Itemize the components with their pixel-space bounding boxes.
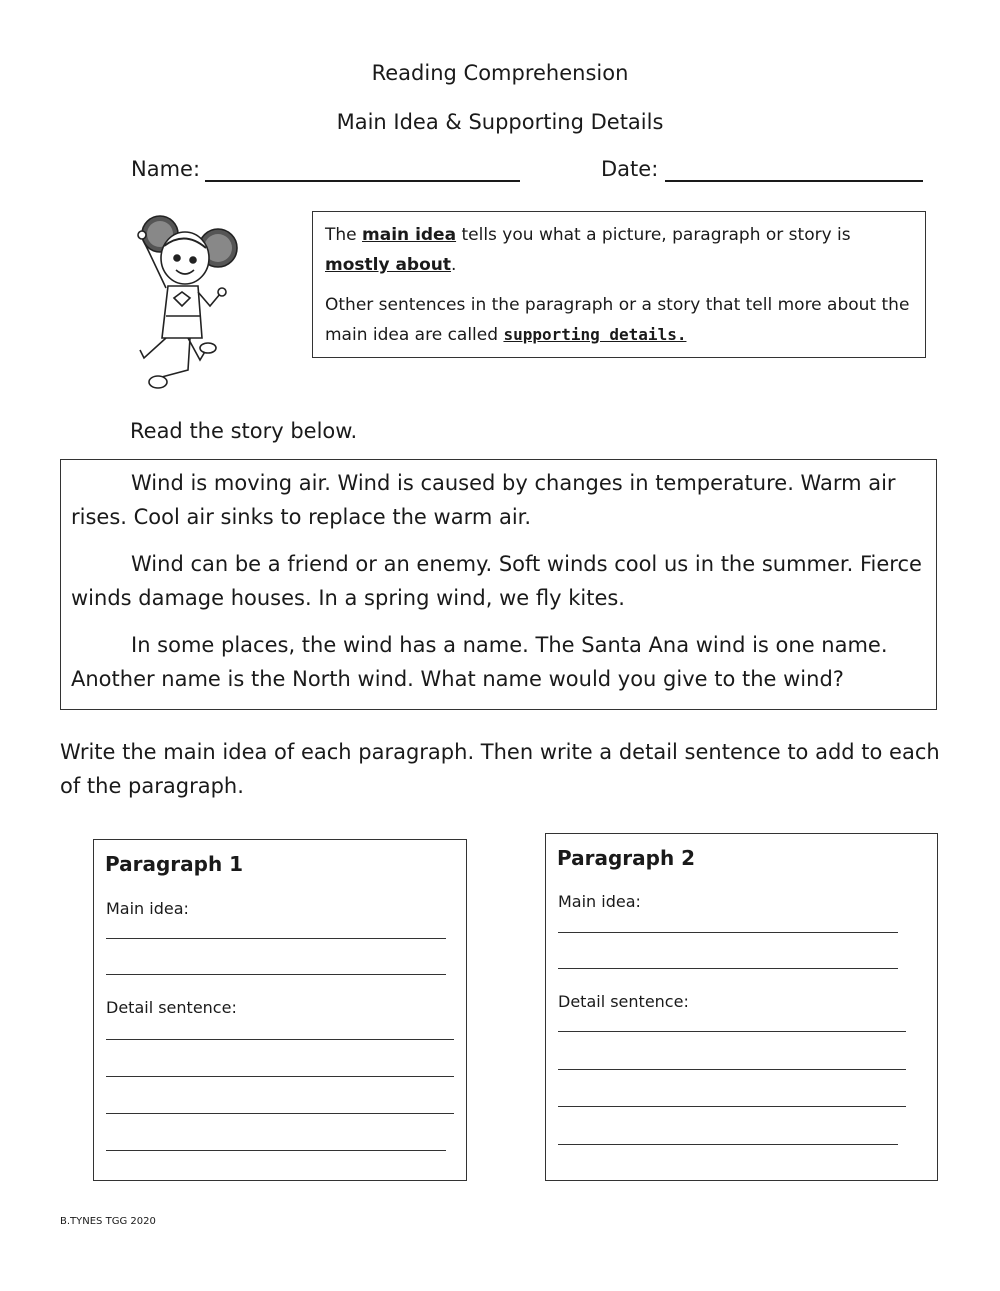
definition-main-idea: The main idea tells you what a picture, paragraph or story is mostly about.	[325, 225, 851, 275]
page-subtitle: Main Idea & Supporting Details	[336, 110, 664, 134]
date-field[interactable]	[665, 180, 923, 182]
paragraph-2-heading: Paragraph 2	[557, 846, 696, 870]
supporting-details-term: supporting details.	[503, 325, 687, 344]
date-label: Date:	[601, 157, 659, 181]
story-box	[60, 459, 937, 710]
paragraph-2-main-idea-line-2[interactable]	[558, 968, 898, 969]
footer-credit: B.TYNES TGG 2020	[60, 1216, 156, 1227]
paragraph-2-main-idea-label: Main idea:	[558, 892, 641, 911]
story-paragraph-2: Wind can be a friend or an enemy. Soft winds cool us in the summer. Fierce winds damage houses. In a spring wind, we fly kites.	[71, 552, 922, 610]
paragraph-1-detail-line-1[interactable]	[106, 1039, 454, 1040]
story-paragraph-3: In some places, the wind has a name. The Santa Ana wind is one name. Another name is the North wind. What name would you give to the wind?	[71, 633, 888, 691]
girl-jumping-icon	[130, 208, 240, 398]
paragraph-2-detail-label: Detail sentence:	[558, 992, 689, 1011]
name-field[interactable]	[205, 180, 520, 182]
paragraph-1-detail-line-4[interactable]	[106, 1150, 446, 1151]
paragraph-2-detail-line-3[interactable]	[558, 1106, 906, 1107]
paragraph-2-box	[545, 833, 938, 1181]
definition-box	[312, 211, 926, 358]
paragraph-1-detail-line-3[interactable]	[106, 1113, 454, 1114]
paragraph-2-detail-line-4[interactable]	[558, 1144, 898, 1145]
paragraph-2-detail-line-1[interactable]	[558, 1031, 906, 1032]
paragraph-1-detail-line-2[interactable]	[106, 1076, 454, 1077]
name-label: Name:	[131, 157, 201, 181]
paragraph-1-heading: Paragraph 1	[105, 852, 244, 876]
instructions: Write the main idea of each paragraph. Then write a detail sentence to add to each of the paragraph.	[60, 740, 940, 798]
page-title: Reading Comprehension	[371, 61, 629, 85]
definition-supporting-details: Other sentences in the paragraph or a story that tell more about the main idea are called supporting details.	[325, 295, 910, 345]
paragraph-1-detail-label: Detail sentence:	[106, 998, 237, 1017]
main-idea-term: main idea	[362, 225, 457, 245]
paragraph-1-main-idea-line-2[interactable]	[106, 974, 446, 975]
paragraph-1-box	[93, 839, 467, 1181]
paragraph-2-main-idea-line-1[interactable]	[558, 932, 898, 933]
mostly-about-term: mostly about	[325, 255, 452, 275]
read-prompt: Read the story below.	[130, 419, 358, 443]
paragraph-1-main-idea-line-1[interactable]	[106, 938, 446, 939]
paragraph-2-detail-line-2[interactable]	[558, 1069, 906, 1070]
story-paragraph-1: Wind is moving air. Wind is caused by changes in temperature. Warm air rises. Cool air sinks to replace the warm air.	[71, 471, 896, 529]
paragraph-1-main-idea-label: Main idea:	[106, 899, 189, 918]
